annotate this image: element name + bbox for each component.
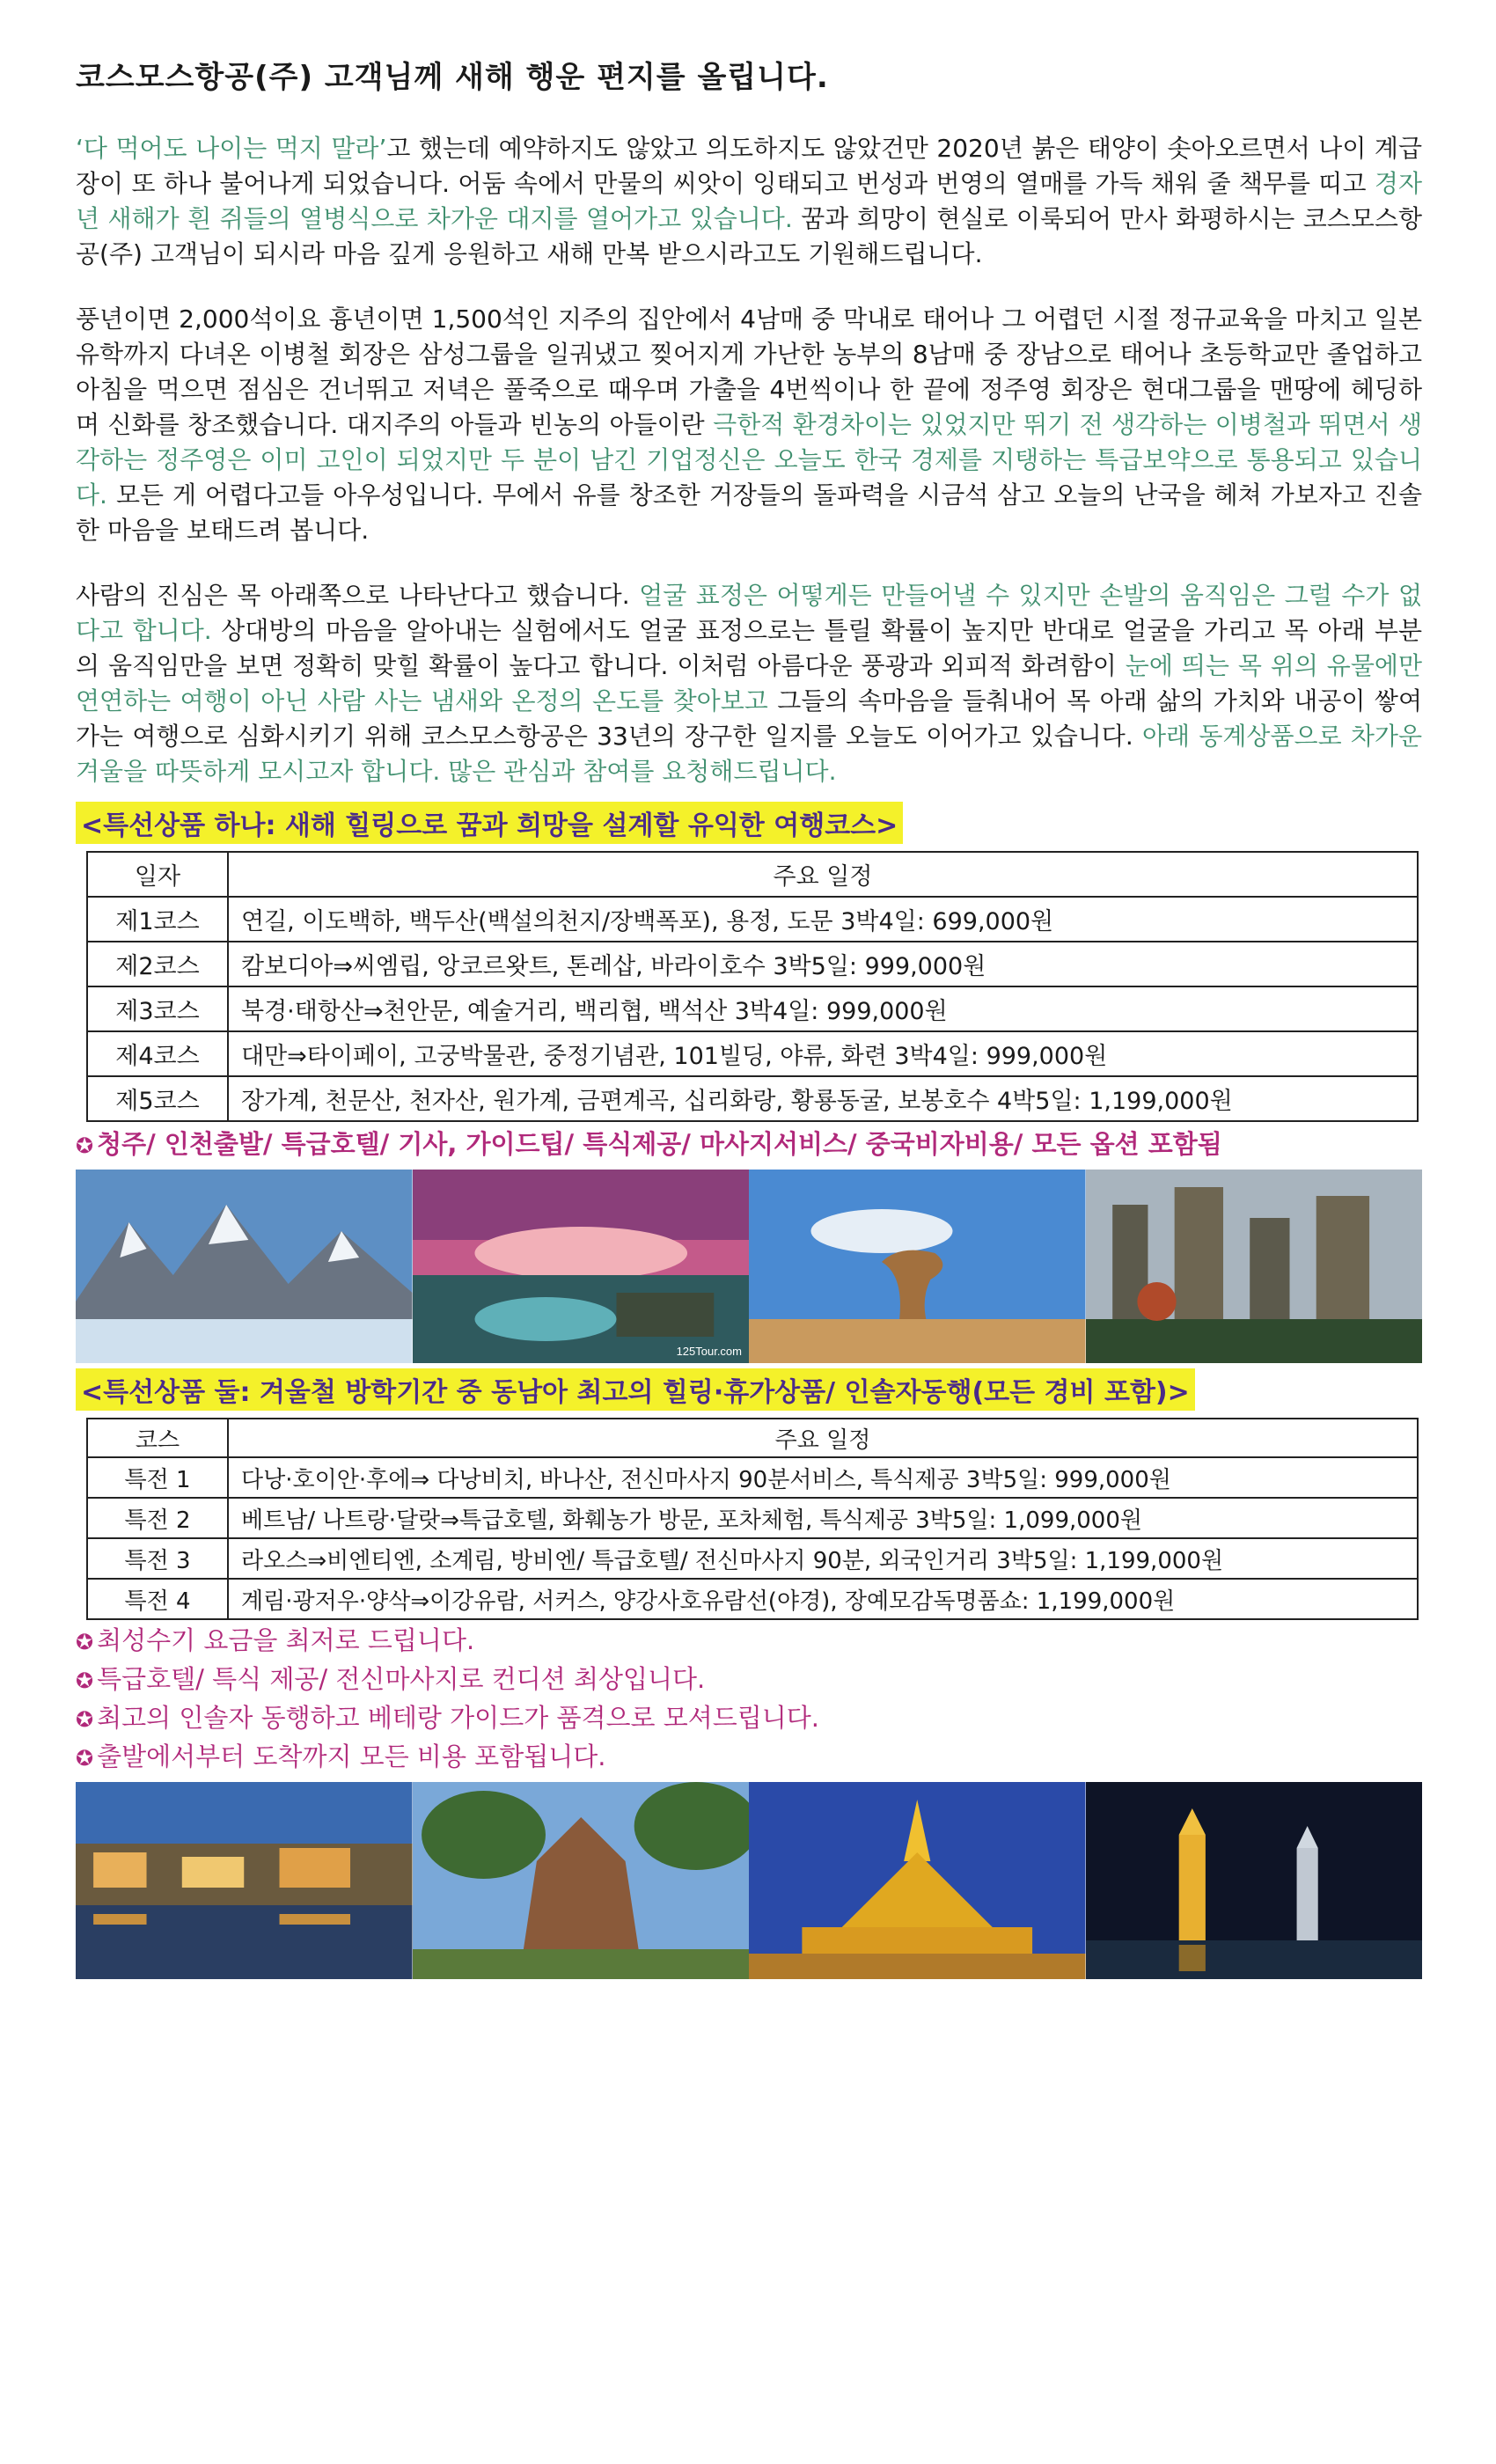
course-desc: 라오스⇒비엔티엔, 소계림, 방비엔/ 특급호텔/ 전신마사지 90분, 외국인거리 3박5일: 1,199,000원 <box>228 1538 1418 1579</box>
photo-rock-formation <box>749 1170 1086 1363</box>
course-desc: 캄보디아⇒씨엠립, 앙코르왓트, 톤레삽, 바라이호수 3박5일: 999,000원 <box>228 942 1418 986</box>
product2-notes <box>76 1622 1422 1777</box>
travel-highlight-3: 아래 동계상품으로 차가운 겨울을 따뜻하게 모시고자 합니다. 많은 관심과 참여를 요청해드립니다. <box>76 722 1422 786</box>
photo-strip-2 <box>76 1782 1422 1979</box>
table-row <box>87 986 1418 1031</box>
course-code: 특전 1 <box>87 1457 228 1498</box>
table-row <box>87 1498 1418 1538</box>
course-desc: 계림·광저우·양삭⇒이강유람, 서커스, 양강사호유람선(야경), 장예모감독명품쇼: 1,199,000원 <box>228 1579 1418 1619</box>
course-desc: 연길, 이도백하, 백두산(백설의천지/장백폭포), 용정, 도문 3박4일: 699,000원 <box>228 897 1418 942</box>
travel-text-1: 사람의 진심은 목 아래쪽으로 나타난다고 했습니다. <box>76 581 640 610</box>
intro-text-2: 꿈과 희망이 현실로 이룩되어 만사 화평하시는 코스모스항공(주) 고객님이 되시라 마음 깊게 응원하고 새해 만복 받으시라고도 기원해드립니다. <box>76 204 1422 268</box>
intro-text-1: 고 했는데 예약하지도 않았고 의도하지도 않았건만 2020년 붉은 태양이 솟아오르면서 나이 계급장이 또 하나 불어나게 되었습니다. 어둠 속에서 만물의 씨앗이 잉태되고 번성과 번영의 열매를 가득 채워 줄 책무를 띠고 <box>76 134 1422 198</box>
star-icon: ✪ <box>76 1133 94 1158</box>
letter-page <box>76 53 1422 1984</box>
table-row <box>87 1579 1418 1619</box>
photo-night-pagodas <box>1086 1782 1423 1979</box>
photo-golden-stupa <box>749 1782 1086 1979</box>
product2-banner: <특선상품 둘: 겨울철 방학기간 중 동남아 최고의 힐링·휴가상품/ 인솔자동행(모든 경비 포함)> <box>76 1368 1195 1411</box>
founders-text-1: 풍년이면 2,000석이요 흉년이면 1,500석인 지주의 집안에서 4남매 중 막내로 태어나 그 어렵던 시절 정규교육을 마치고 일본 유학까지 다녀온 이병철 회장은 삼성그룹을 일궈냈고 찢어지게 가난한 농부의 8남매 중 장남으로 태어나 초등학교만 졸업하고 아침을 먹으면 점심은 건너뛰고 저녁은 풀죽으로 때우며 가출을 4번씩이나 한 끝에 정주영 회장은 현대그룹을 맨땅에 헤딩하며 신화를 창조했습니다. 대지주의 아들과 빈농의 아들이란 <box>76 304 1422 439</box>
course-desc: 장가계, 천문산, 천자산, 원가계, 금편계곡, 십리화랑, 황룡동굴, 보봉호수 4박5일: 1,199,000원 <box>228 1076 1418 1121</box>
product2-note <box>76 1622 1422 1661</box>
founders-text-2: 모든 게 어렵다고들 아우성입니다. 무에서 유를 창조한 거장들의 돌파력을 시금석 삼고 오늘의 난국을 헤쳐 가보자고 진솔한 마음을 보태드려 봅니다. <box>76 480 1422 545</box>
column-header-date: 일자 <box>87 852 228 897</box>
photo-caption: 125Tour.com <box>676 1345 742 1358</box>
founders-highlight: 극한적 환경차이는 있었지만 뛰기 전 생각하는 이병철과 뛰면서 생각하는 정주영은 이미 고인이 되었지만 두 분이 남긴 기업정신은 오늘도 한국 경제를 지탱하는 특급보약으로 통용되고 있습니다. <box>76 410 1422 510</box>
product2-note <box>76 1699 1422 1738</box>
course-code: 제4코스 <box>87 1031 228 1076</box>
intro-highlight-2: 경자년 새해가 흰 쥐들의 열병식으로 차가운 대지를 열어가고 있습니다. <box>76 169 1422 233</box>
table-row <box>87 1538 1418 1579</box>
intro-paragraph <box>76 131 1422 272</box>
column-header-schedule: 주요 일정 <box>228 852 1418 897</box>
star-icon: ✪ <box>76 1746 94 1771</box>
product1-note <box>76 1126 1422 1164</box>
column-header-course: 코스 <box>87 1419 228 1457</box>
travel-highlight-1: 얼굴 표정은 어떻게든 만들어낼 수 있지만 손발의 움직임은 그럴 수가 없다고 합니다. <box>76 581 1422 645</box>
course-code: 제5코스 <box>87 1076 228 1121</box>
course-desc: 북경·태항산⇒천안문, 예술거리, 백리협, 백석산 3박4일: 999,000원 <box>228 986 1418 1031</box>
product1-banner: <특선상품 하나: 새해 힐링으로 꿈과 희망을 설계할 유익한 여행코스> <box>76 802 903 844</box>
table-row <box>87 1457 1418 1498</box>
photo-strip-1 <box>76 1170 1422 1363</box>
course-code: 제1코스 <box>87 897 228 942</box>
table-row <box>87 942 1418 986</box>
course-code: 특전 3 <box>87 1538 228 1579</box>
note-text: 출발에서부터 도착까지 모든 비용 포함됩니다. <box>97 1742 606 1771</box>
note-text: 최고의 인솔자 동행하고 베테랑 가이드가 품격으로 모셔드립니다. <box>97 1703 820 1733</box>
travel-text-2: 상대방의 마음을 알아내는 실험에서도 얼굴 표정으로는 틀릴 확률이 높지만 반대로 얼굴을 가리고 목 아래 부분의 움직임만을 보면 정확히 맞힐 확률이 높다고 합니다. 이처럼 아름다운 풍광과 외피적 화려함이 <box>76 616 1422 680</box>
course-code: 제3코스 <box>87 986 228 1031</box>
product2-table <box>86 1418 1419 1620</box>
course-code: 특전 4 <box>87 1579 228 1619</box>
travel-highlight-2: 눈에 띄는 목 위의 유물에만 연연하는 여행이 아닌 사람 사는 냄새와 온정의 온도를 찾아보고 <box>76 651 1423 715</box>
star-icon: ✪ <box>76 1668 94 1693</box>
product1-table <box>86 851 1419 1122</box>
product1-note-text: 청주/ 인천출발/ 특급호텔/ 기사, 가이드팁/ 특식제공/ 마사지서비스/ 중국비자비용/ 모든 옵션 포함됨 <box>97 1129 1222 1159</box>
travel-text-3: 그들의 속마음을 들춰내어 목 아래 삶의 가치와 내공이 쌓여가는 여행으로 심화시키기 위해 코스모스항공은 33년의 장구한 일지를 오늘도 이어가고 있습니다. <box>76 686 1422 751</box>
table-row <box>87 897 1418 942</box>
photo-karst-peaks <box>1086 1170 1423 1363</box>
quote-highlight: ‘다 먹어도 나이는 먹지 말라’ <box>76 134 387 163</box>
founders-paragraph <box>76 302 1422 548</box>
photo-sunset-resort <box>413 1170 750 1363</box>
photo-mountain-lake <box>76 1170 413 1363</box>
photo-riverside-town <box>76 1782 413 1979</box>
travel-paragraph <box>76 578 1422 789</box>
column-header-schedule: 주요 일정 <box>228 1419 1418 1457</box>
product2-note <box>76 1738 1422 1777</box>
table-header-row <box>87 1419 1418 1457</box>
course-desc: 다낭·호이안·후에⇒ 다낭비치, 바나산, 전신마사지 90분서비스, 특식제공 3박5일: 999,000원 <box>228 1457 1418 1498</box>
note-text: 특급호텔/ 특식 제공/ 전신마사지로 컨디션 최상입니다. <box>97 1664 706 1694</box>
course-desc: 베트남/ 나트랑·달랏⇒특급호텔, 화훼농가 방문, 포차체험, 특식제공 3박5일: 1,099,000원 <box>228 1498 1418 1538</box>
note-text: 최성수기 요금을 최저로 드립니다. <box>97 1625 475 1655</box>
table-row <box>87 1076 1418 1121</box>
star-icon: ✪ <box>76 1707 94 1732</box>
page-title: 코스모스항공(주) 고객님께 새해 행운 편지를 올립니다. <box>76 60 829 95</box>
product2-note <box>76 1661 1422 1699</box>
table-header-row <box>87 852 1418 897</box>
photo-temple-ruins <box>413 1782 750 1979</box>
star-icon: ✪ <box>76 1630 94 1654</box>
course-code: 제2코스 <box>87 942 228 986</box>
course-code: 특전 2 <box>87 1498 228 1538</box>
course-desc: 대만⇒타이페이, 고궁박물관, 중정기념관, 101빌딩, 야류, 화련 3박4일: 999,000원 <box>228 1031 1418 1076</box>
table-row <box>87 1031 1418 1076</box>
